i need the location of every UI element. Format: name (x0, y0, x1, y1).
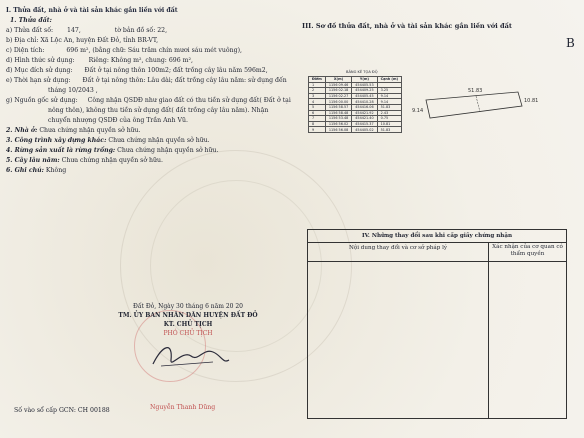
area-words: (bằng chữ: Sáu trăm chín mươi sáu mét vuông), (92, 47, 242, 54)
coord-cell: 10.81 (377, 121, 401, 127)
coord-cell: 1 (309, 82, 326, 88)
map-sheet-label: tờ bản đồ số: (114, 27, 156, 34)
coord-cell: 1156 02.27 (325, 93, 351, 99)
area-label: c) Diện tích: (6, 47, 45, 54)
coord-table-title: BẢNG KÊ TỌA ĐỘ (346, 70, 378, 74)
purpose-value: Đất ở tại nông thôn 100m2; đất trồng cây lâu năm 596m2, (84, 67, 268, 74)
edge-label-top: 51.83 (468, 88, 483, 94)
signer-name: Nguyễn Thanh Dũng (150, 404, 216, 411)
coord-cell: 1156 53.48 (325, 116, 351, 122)
coord-cell: 51.83 (377, 104, 401, 110)
gcn-entry (14, 407, 110, 414)
coord-cell: 1156 56.02 (325, 121, 351, 127)
section-land-parcel (6, 6, 291, 176)
coord-cell: 1156 02.18 (325, 88, 351, 94)
origin-row (6, 96, 291, 106)
coord-header: Cạnh (m) (377, 77, 401, 83)
coord-cell: 454415.37 (352, 121, 377, 127)
coord-cell: 5 (309, 104, 326, 110)
forest-label: 4. Rừng sản xuất là rừng trồng: (6, 147, 116, 154)
coord-cell: 454410.28 (352, 99, 377, 105)
term-label: e) Thời hạn sử dụng: (6, 77, 71, 84)
origin-value-2: nông thôn), không thu tiền sử dụng đất( đất trồng cây lâu năm). Nhận (48, 107, 269, 114)
perennial-label: 5. Cây lâu năm: (6, 157, 60, 164)
parcel-number-row: a) Thửa đất số: 147, tờ bản đồ số: 22, (6, 27, 168, 34)
coord-cell: 9 (309, 127, 326, 133)
area-value: 696 m², (66, 47, 91, 54)
coord-cell: 8 (309, 121, 326, 127)
perennial-value: Chưa chứng nhận quyền sở hữu. (61, 157, 163, 164)
section1-subtitle: 1. Thửa đất: (10, 17, 52, 24)
term-value-1: Đất ở tại nông thôn: Lâu dài; đất trồng cây lâu năm: sử dụng đến (82, 77, 287, 84)
forest-value: Chưa chứng nhận quyền sở hữu. (117, 147, 219, 154)
coord-cell: 0.75 (377, 116, 401, 122)
coord-cell: 3.25 (377, 88, 401, 94)
term-row (6, 76, 286, 86)
use-form-row (6, 56, 286, 66)
changes-col-content: Nội dung thay đổi và cơ sở pháp lý (308, 243, 489, 261)
changes-header (308, 243, 566, 262)
coord-cell: 1156 09.46 (325, 82, 351, 88)
coord-cell: 6 (309, 110, 326, 116)
map-sheet-value: 22 (157, 27, 166, 34)
sign-date: Đất Đỏ, Ngày 30 tháng 6 năm 20 20 (132, 303, 244, 310)
sign-role: KT. CHỦ TỊCH (163, 321, 213, 328)
construction-label: 3. Công trình xây dựng khác: (6, 137, 107, 144)
note-row (6, 166, 286, 176)
house-row (6, 126, 286, 136)
coord-cell: 2.43 (377, 110, 401, 116)
sign-role2: PHÓ CHỦ TỊCH (163, 330, 213, 337)
parcel-divider (476, 96, 480, 112)
section3-title: III. Sơ đồ thửa đất, nhà ở và tài sản khác gắn liền với đất (302, 22, 512, 30)
coord-cell: 454421.92 (352, 110, 377, 116)
coord-cell: 1156 56.08 (325, 127, 351, 133)
note-value: Không (45, 167, 67, 174)
perennial-row (6, 156, 286, 166)
purpose-label: đ) Mục đích sử dụng: (6, 67, 73, 74)
house-value: Chưa chứng nhận quyền sở hữu. (39, 127, 141, 134)
coord-cell: 9.14 (377, 99, 401, 105)
coord-cell: 454405.53 (352, 82, 377, 88)
purpose-row (6, 66, 286, 76)
origin-value-1: Công nhận QSDĐ như giao đất có thu tiền sử dụng đất( Đất ở tại (87, 97, 291, 104)
coord-header: Y(m) (352, 77, 377, 83)
parcel-sketch (318, 72, 542, 158)
changes-body-left (308, 262, 489, 418)
changes-body (308, 262, 566, 418)
note-label: 6. Ghi chú: (6, 167, 44, 174)
coord-header: X(m) (325, 77, 351, 83)
parcel-number-value: 147 (67, 27, 79, 34)
house-label: 2. Nhà ở: (6, 127, 38, 134)
origin-value-3: chuyển nhượng QSDĐ của ông Trần Anh Vũ. (48, 117, 188, 124)
signature-block (118, 302, 258, 377)
forest-row (6, 146, 286, 156)
parcel-number-label: a) Thửa đất số: (6, 27, 54, 34)
coord-cell: 1156 58.57 (325, 104, 351, 110)
use-form-value: Riêng: Không m², chung: 696 m², (88, 57, 193, 64)
construction-row (6, 136, 286, 146)
handwritten-signature (143, 338, 233, 374)
coord-cell: 2 (309, 88, 326, 94)
area-row (6, 46, 286, 56)
gcn-value: CH 00188 (77, 407, 110, 414)
section1-title: I. Thửa đất, nhà ở và tài sản khác gắn liền với đất (6, 7, 178, 14)
changes-table (307, 229, 567, 419)
coord-cell: 454405.02 (352, 127, 377, 133)
coord-cell: 7 (309, 116, 326, 122)
edge-label-left: 9.14 (412, 108, 424, 114)
coord-cell: 1156 58.48 (325, 110, 351, 116)
margin-glyph: B (566, 36, 575, 50)
coord-cell: 454409.25 (352, 88, 377, 94)
coord-cell: 51.83 (377, 127, 401, 133)
coord-cell: 1156 00.00 (325, 99, 351, 105)
changes-title: IV. Những thay đổi sau khi cấp giấy chứng nhận (308, 230, 566, 243)
edge-label-right: 10.81 (524, 98, 539, 104)
term-value-2: tháng 10/2043 , (48, 87, 98, 94)
changes-col-confirm: Xác nhận của cơ quan có thẩm quyền (492, 244, 563, 257)
gcn-label: Số vào sổ cấp GCN: (14, 407, 76, 414)
coord-cell: 9.14 (377, 93, 401, 99)
address-row: b) Địa chỉ: Xã Lộc An, huyện Đất Đỏ, tỉnh BR-VT, (6, 37, 159, 44)
coord-header: Điểm (309, 77, 326, 83)
parcel-outline (426, 92, 522, 118)
use-form-label: d) Hình thức sử dụng: (6, 57, 75, 64)
coord-cell: 454421.40 (352, 116, 377, 122)
construction-value: Chưa chứng nhận quyền sở hữu. (108, 137, 210, 144)
coord-cell: 4 (309, 99, 326, 105)
coord-cell: 454416.06 (352, 104, 377, 110)
coord-cell: 454405.45 (352, 93, 377, 99)
coord-cell: 3 (309, 93, 326, 99)
sign-org: TM. ỦY BAN NHÂN DÂN HUYỆN ĐẤT ĐỎ (118, 312, 258, 319)
origin-label: g) Nguồn gốc sử dụng: (6, 97, 78, 104)
